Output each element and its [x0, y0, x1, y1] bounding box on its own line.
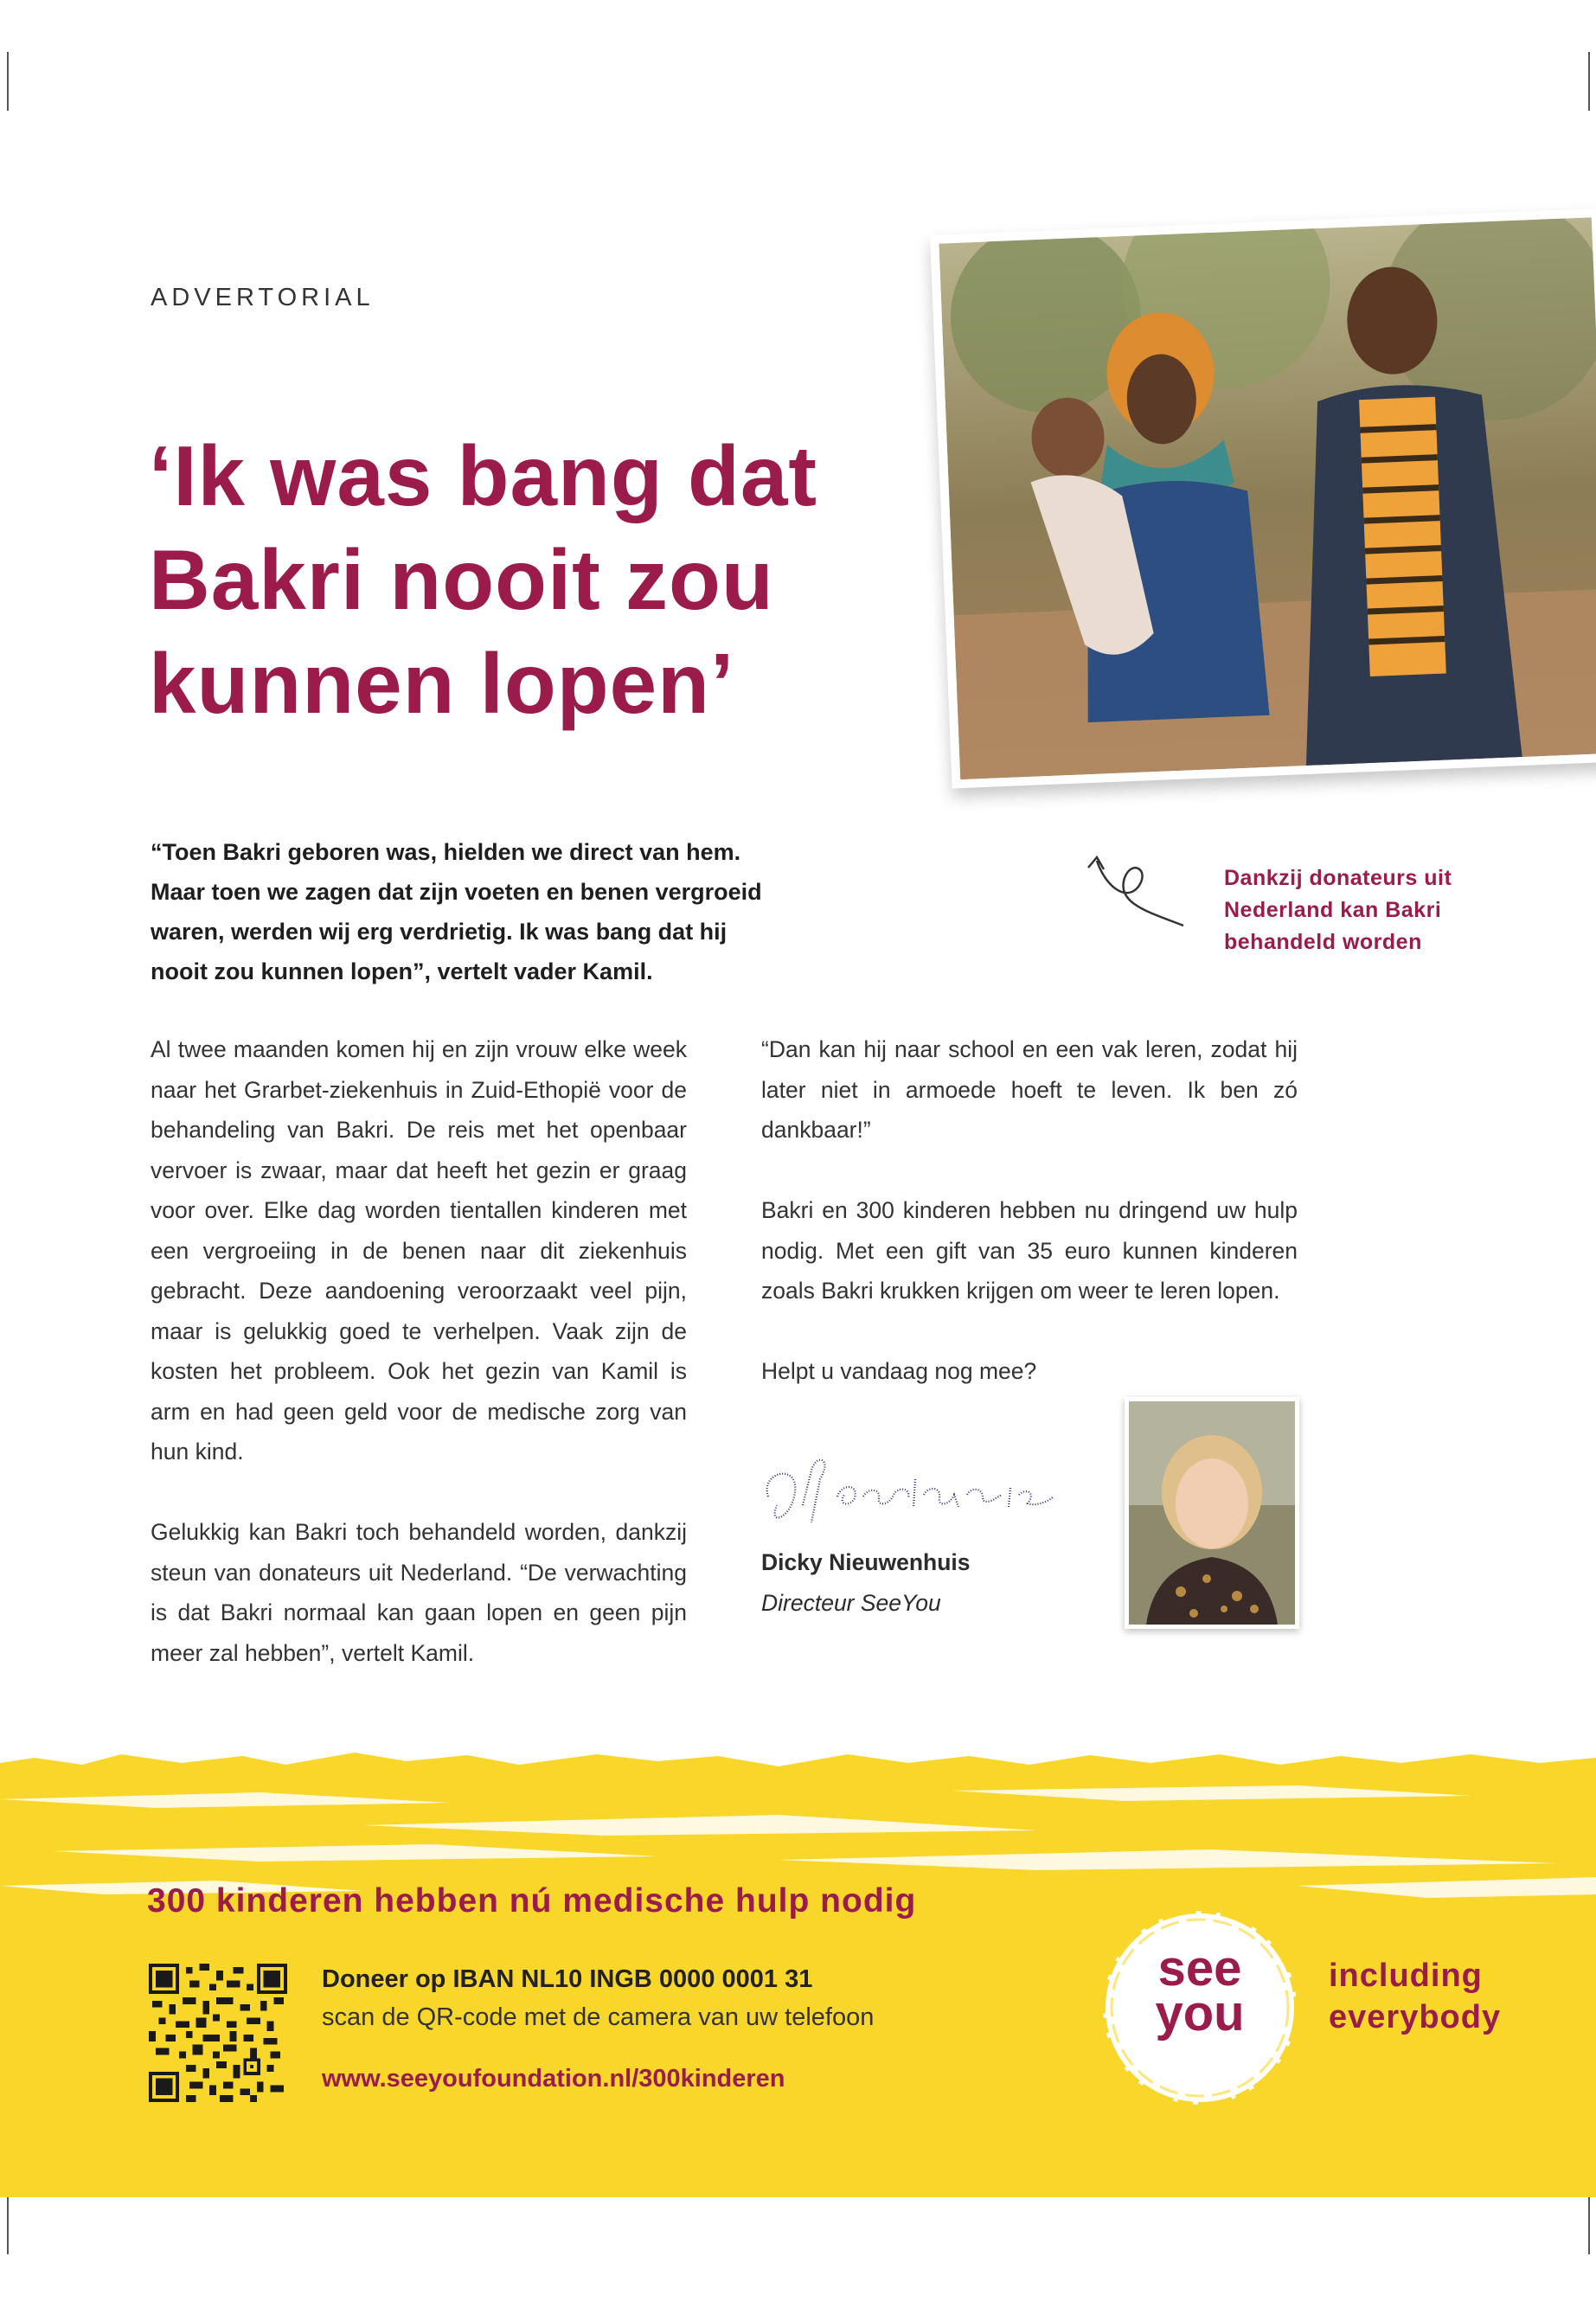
- family-photo-illustration: [939, 217, 1596, 779]
- photo-caption: [1224, 862, 1484, 958]
- logo-word: you: [1155, 1985, 1245, 2041]
- lead-line: nooit zou kunnen lopen”, vertelt vader Kamil.: [151, 958, 653, 984]
- signatory-name: Dicky Nieuwenhuis: [761, 1549, 971, 1575]
- handwritten-signature: [751, 1445, 1062, 1540]
- body-paragraph: Helpt u vandaag nog mee?: [761, 1358, 1037, 1384]
- qr-code[interactable]: [149, 1962, 287, 2104]
- crop-mark: [7, 52, 9, 111]
- director-portrait: [1125, 1397, 1299, 1629]
- signatory-role: Directeur SeeYou: [761, 1590, 941, 1616]
- lead-line: “Toen Bakri geboren was, hielden we direct van hem.: [151, 839, 741, 865]
- caption-line: behandeld worden: [1224, 930, 1422, 954]
- scan-instruction: scan de QR-code met de camera van uw telefoon: [322, 2003, 875, 2031]
- crop-mark: [1588, 52, 1590, 111]
- slogan-line: including: [1329, 1958, 1483, 1994]
- page-title: [149, 424, 927, 735]
- title-line: kunnen lopen’: [149, 636, 735, 731]
- iban-line: Doneer op IBAN NL10 INGB 0000 0001 31: [322, 1965, 813, 1993]
- slogan-line: everybody: [1329, 1999, 1502, 2035]
- lead-line: Maar toen we zagen dat zijn voeten en benen vergroeid: [151, 879, 762, 905]
- body-paragraph: Gelukkig kan Bakri toch behandeld worden, dankzij steun van donateurs uit Nederland. “De verwachting is dat Bakri normaal kan gaan lopen en geen pijn meer zal hebben”, vertelt Kamil.: [151, 1519, 687, 1666]
- crop-mark: [1588, 2195, 1590, 2254]
- body-column-left: [151, 1029, 687, 1714]
- donation-link[interactable]: www.seeyoufoundation.nl/300kinderen: [322, 2065, 785, 2093]
- body-paragraph: Bakri en 300 kinderen hebben nu dringend uw hulp nodig. Met een gift van 35 euro kunnen kinderen zoals Bakri krukken krijgen om weer te leren lopen.: [761, 1197, 1298, 1304]
- brand-slogan: [1329, 1955, 1501, 2038]
- advertorial-tag: ADVERTORIAL: [151, 284, 375, 311]
- title-line: ‘Ik was bang dat: [149, 428, 817, 523]
- family-photo: [930, 208, 1596, 789]
- portrait-illustration: [1129, 1401, 1295, 1625]
- body-column-right: [761, 1029, 1298, 1432]
- lead-quote: [151, 832, 834, 991]
- cta-title: 300 kinderen hebben nú medische hulp nodig: [147, 1882, 917, 1920]
- title-line: Bakri nooit zou: [149, 532, 774, 627]
- crop-mark: [7, 2195, 9, 2254]
- body-paragraph: “Dan kan hij naar school en een vak leren, zodat hij later niet in armoede hoeft te leven. Ik ben zó dankbaar!”: [761, 1036, 1298, 1143]
- logo-word: see: [1157, 1940, 1242, 1997]
- caption-line: Nederland kan Bakri: [1224, 898, 1442, 922]
- body-paragraph: Al twee maanden komen hij en zijn vrouw elke week naar het Grarbet-ziekenhuis in Zuid-Ethopië voor de behandeling van Bakri. De reis met het openbaar vervoer is zwaar, maar dat heeft het gezin er graag voor over. Elke dag worden tientallen kinderen met een vergroeiing in de benen naar dit ziekenhuis gebracht. Deze aandoening veroorzaakt veel pijn, maar is gelukkig goed te verhelpen. Vaak zijn de kosten het probleem. Ook het gezin van Kamil is arm en had geen geld voor de medische zorg van hun kind.: [151, 1036, 687, 1465]
- seeyou-logo: [1092, 1940, 1308, 2041]
- curly-arrow-icon: [1081, 843, 1202, 930]
- lead-line: waren, werden wij erg verdrietig. Ik was bang dat hij: [151, 919, 727, 945]
- caption-line: Dankzij donateurs uit: [1224, 866, 1452, 890]
